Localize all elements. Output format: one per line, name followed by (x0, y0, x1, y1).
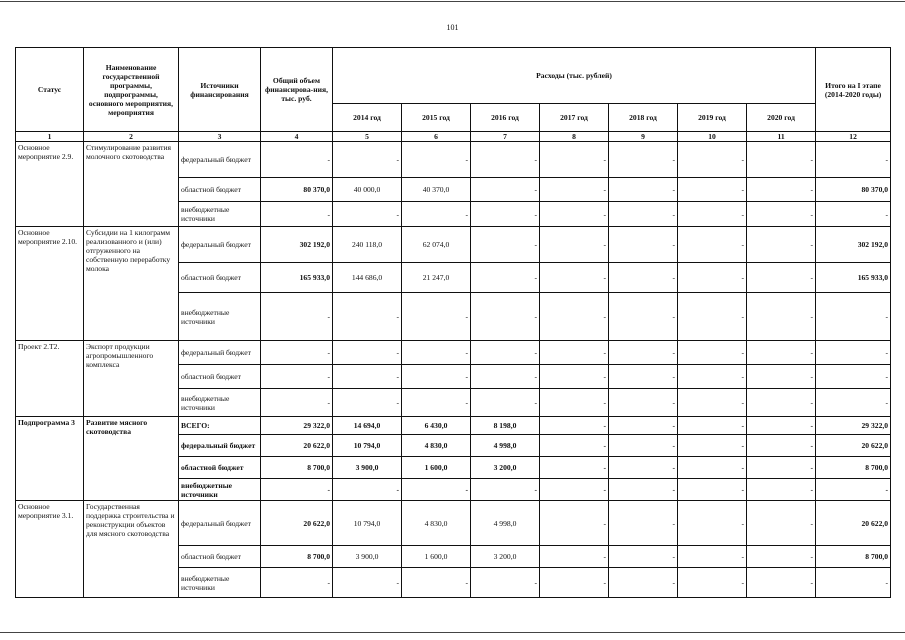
row-value: - (540, 417, 609, 435)
row-value: - (609, 142, 678, 178)
row-value: - (678, 568, 747, 598)
row-value: - (816, 142, 891, 178)
row-value: - (609, 457, 678, 479)
row-value: 4 998,0 (471, 435, 540, 457)
row-value: - (678, 389, 747, 417)
row-funding-source: областной бюджет (179, 178, 261, 202)
header-year: 2015 год (402, 104, 471, 132)
row-funding-source: внебюджетные источники (179, 479, 261, 501)
header-source: Источники финансирования (179, 48, 261, 132)
row-value: - (540, 435, 609, 457)
row-value: 40 000,0 (333, 178, 402, 202)
row-value: - (678, 227, 747, 263)
row-value: 8 700,0 (816, 457, 891, 479)
row-value: - (816, 365, 891, 389)
table-row (16, 142, 891, 178)
row-value: - (540, 501, 609, 546)
row-value: 3 900,0 (333, 546, 402, 568)
row-value: - (609, 568, 678, 598)
row-value: 165 933,0 (261, 263, 333, 293)
row-value: 8 198,0 (471, 417, 540, 435)
row-value: 302 192,0 (816, 227, 891, 263)
row-value: - (402, 293, 471, 341)
row-value: 80 370,0 (816, 178, 891, 202)
row-funding-source: внебюджетные источники (179, 293, 261, 341)
header-year: 2020 год (747, 104, 816, 132)
row-value: - (471, 389, 540, 417)
row-value: 240 118,0 (333, 227, 402, 263)
row-value: - (678, 142, 747, 178)
row-value: - (678, 501, 747, 546)
row-value: - (402, 142, 471, 178)
header-stage-total: Итого на I этапе (2014-2020 годы) (816, 48, 891, 132)
row-value: - (609, 417, 678, 435)
row-value: 21 247,0 (402, 263, 471, 293)
row-value: - (747, 568, 816, 598)
row-value: - (609, 546, 678, 568)
row-value: - (471, 365, 540, 389)
row-funding-source: внебюджетные источники (179, 568, 261, 598)
row-value: - (609, 389, 678, 417)
row-value: - (402, 568, 471, 598)
row-funding-source: областной бюджет (179, 365, 261, 389)
row-value: - (678, 457, 747, 479)
row-value: - (609, 202, 678, 227)
row-value: - (261, 479, 333, 501)
row-value: - (402, 202, 471, 227)
row-value: - (816, 389, 891, 417)
row-value: - (747, 202, 816, 227)
row-value: - (747, 546, 816, 568)
header-name: Наименование государственной программы, подпрограммы, основного мероприятия, мероприятия (84, 48, 179, 132)
row-value: - (261, 341, 333, 365)
row-value: - (678, 546, 747, 568)
row-value: - (678, 341, 747, 365)
row-funding-source: внебюджетные источники (179, 202, 261, 227)
row-status: Основное мероприятие 3.1. (16, 501, 84, 598)
column-index: 4 (261, 132, 333, 142)
row-funding-source: внебюджетные источники (179, 389, 261, 417)
row-value: 20 622,0 (816, 435, 891, 457)
row-value: - (471, 178, 540, 202)
row-status: Основное мероприятие 2.9. (16, 142, 84, 227)
row-value: - (747, 389, 816, 417)
row-value: - (261, 293, 333, 341)
row-value: - (747, 227, 816, 263)
row-value: 1 600,0 (402, 457, 471, 479)
table-row (16, 227, 891, 263)
row-value: - (333, 365, 402, 389)
row-funding-source: федеральный бюджет (179, 341, 261, 365)
row-value: - (540, 479, 609, 501)
row-value: - (471, 263, 540, 293)
row-value: - (678, 365, 747, 389)
row-value: - (471, 341, 540, 365)
column-index: 12 (816, 132, 891, 142)
row-value: 144 686,0 (333, 263, 402, 293)
row-value: - (333, 293, 402, 341)
row-value: - (471, 568, 540, 598)
row-value: - (540, 227, 609, 263)
row-value: 20 622,0 (816, 501, 891, 546)
row-funding-source: областной бюджет (179, 263, 261, 293)
row-value: - (609, 341, 678, 365)
row-value: 29 322,0 (816, 417, 891, 435)
row-value: - (816, 568, 891, 598)
row-value: - (747, 501, 816, 546)
row-value: - (747, 341, 816, 365)
row-value: - (333, 341, 402, 365)
row-program-name: Субсидии на 1 килограмм реализованного и (или) отгруженного на собственную переработку молока (84, 227, 179, 341)
row-value: - (678, 178, 747, 202)
bottom-edge-line (0, 632, 905, 633)
row-value: - (471, 202, 540, 227)
row-value: 20 622,0 (261, 501, 333, 546)
row-value: - (333, 142, 402, 178)
row-value: 20 622,0 (261, 435, 333, 457)
row-program-name: Экспорт продукции агропромышленного комплекса (84, 341, 179, 417)
row-value: - (609, 227, 678, 263)
row-value: 3 200,0 (471, 546, 540, 568)
row-value: - (333, 568, 402, 598)
row-value: - (540, 546, 609, 568)
row-value: - (261, 365, 333, 389)
row-value: - (747, 293, 816, 341)
row-funding-source: федеральный бюджет (179, 142, 261, 178)
row-value: 8 700,0 (261, 457, 333, 479)
row-funding-source: федеральный бюджет (179, 501, 261, 546)
row-value: - (816, 293, 891, 341)
row-funding-source: ВСЕГО: (179, 417, 261, 435)
row-value: - (609, 263, 678, 293)
table-row (16, 341, 891, 365)
row-funding-source: областной бюджет (179, 457, 261, 479)
page-number: 101 (446, 23, 459, 32)
row-value: 3 900,0 (333, 457, 402, 479)
row-value: - (678, 202, 747, 227)
row-value: - (609, 435, 678, 457)
row-value: - (609, 479, 678, 501)
row-value: 14 694,0 (333, 417, 402, 435)
row-value: - (678, 263, 747, 293)
row-value: - (609, 293, 678, 341)
row-value: - (540, 365, 609, 389)
row-value: - (540, 293, 609, 341)
row-value: - (678, 417, 747, 435)
row-value: - (540, 263, 609, 293)
row-value: 302 192,0 (261, 227, 333, 263)
row-value: - (540, 457, 609, 479)
row-value: - (678, 479, 747, 501)
table-row (16, 501, 891, 546)
row-value: 1 600,0 (402, 546, 471, 568)
row-value: - (540, 202, 609, 227)
row-value: - (471, 142, 540, 178)
row-value: - (678, 435, 747, 457)
financing-table (15, 47, 891, 598)
row-value: 4 830,0 (402, 501, 471, 546)
row-value: - (402, 389, 471, 417)
row-value: - (609, 178, 678, 202)
header-year: 2014 год (333, 104, 402, 132)
row-value: - (471, 293, 540, 341)
header-year: 2019 год (678, 104, 747, 132)
header-year: 2017 год (540, 104, 609, 132)
header-total-volume: Общий объем финансирова-ния, тыс. руб. (261, 48, 333, 132)
row-value: - (402, 479, 471, 501)
row-value: - (402, 365, 471, 389)
row-value: - (747, 178, 816, 202)
row-program-name: Государственная поддержка строительства и реконструкции объектов для мясного скотоводства (84, 501, 179, 598)
row-value: - (747, 457, 816, 479)
column-index: 10 (678, 132, 747, 142)
header-year: 2016 год (471, 104, 540, 132)
row-value: 80 370,0 (261, 178, 333, 202)
row-program-name: Развитие мясного скотоводства (84, 417, 179, 501)
row-value: 8 700,0 (816, 546, 891, 568)
row-value: - (471, 479, 540, 501)
row-status: Основное мероприятие 2.10. (16, 227, 84, 341)
row-value: - (333, 479, 402, 501)
row-value: - (261, 389, 333, 417)
row-value: 10 794,0 (333, 501, 402, 546)
column-index: 11 (747, 132, 816, 142)
table-header (16, 48, 891, 142)
column-index: 7 (471, 132, 540, 142)
column-index: 8 (540, 132, 609, 142)
row-value: - (747, 479, 816, 501)
row-value: 6 430,0 (402, 417, 471, 435)
row-value: - (261, 202, 333, 227)
column-index: 1 (16, 132, 84, 142)
row-funding-source: федеральный бюджет (179, 435, 261, 457)
row-value: 40 370,0 (402, 178, 471, 202)
row-value: - (540, 142, 609, 178)
row-value: - (747, 365, 816, 389)
row-value: - (540, 568, 609, 598)
row-funding-source: федеральный бюджет (179, 227, 261, 263)
row-value: - (261, 568, 333, 598)
row-value: - (816, 202, 891, 227)
row-value: - (471, 227, 540, 263)
column-index: 2 (84, 132, 179, 142)
table-row (16, 417, 891, 435)
column-index: 6 (402, 132, 471, 142)
row-value: - (540, 389, 609, 417)
row-program-name: Стимулирование развития молочного скотоводства (84, 142, 179, 227)
row-value: - (540, 341, 609, 365)
row-value: - (747, 417, 816, 435)
row-value: - (747, 435, 816, 457)
row-value: 3 200,0 (471, 457, 540, 479)
table-body (16, 142, 891, 598)
column-index: 5 (333, 132, 402, 142)
row-value: 4 830,0 (402, 435, 471, 457)
row-value: - (747, 263, 816, 293)
row-value: 10 794,0 (333, 435, 402, 457)
header-year: 2018 год (609, 104, 678, 132)
top-edge-line (0, 1, 905, 2)
row-value: 4 998,0 (471, 501, 540, 546)
row-value: - (540, 178, 609, 202)
header-expenses: Расходы (тыс. рублей) (333, 48, 816, 104)
row-value: 29 322,0 (261, 417, 333, 435)
row-status: Подпрограмма 3 (16, 417, 84, 501)
row-value: 165 933,0 (816, 263, 891, 293)
row-value: - (816, 341, 891, 365)
row-status: Проект 2.Т2. (16, 341, 84, 417)
row-value: - (609, 365, 678, 389)
row-value: - (816, 479, 891, 501)
row-value: - (609, 501, 678, 546)
row-value: 8 700,0 (261, 546, 333, 568)
row-value: - (402, 341, 471, 365)
column-index: 3 (179, 132, 261, 142)
row-value: - (333, 202, 402, 227)
row-value: - (261, 142, 333, 178)
row-value: 62 074,0 (402, 227, 471, 263)
row-value: - (747, 142, 816, 178)
header-status: Статус (16, 48, 84, 132)
row-value: - (678, 293, 747, 341)
column-index: 9 (609, 132, 678, 142)
row-funding-source: областной бюджет (179, 546, 261, 568)
row-value: - (333, 389, 402, 417)
